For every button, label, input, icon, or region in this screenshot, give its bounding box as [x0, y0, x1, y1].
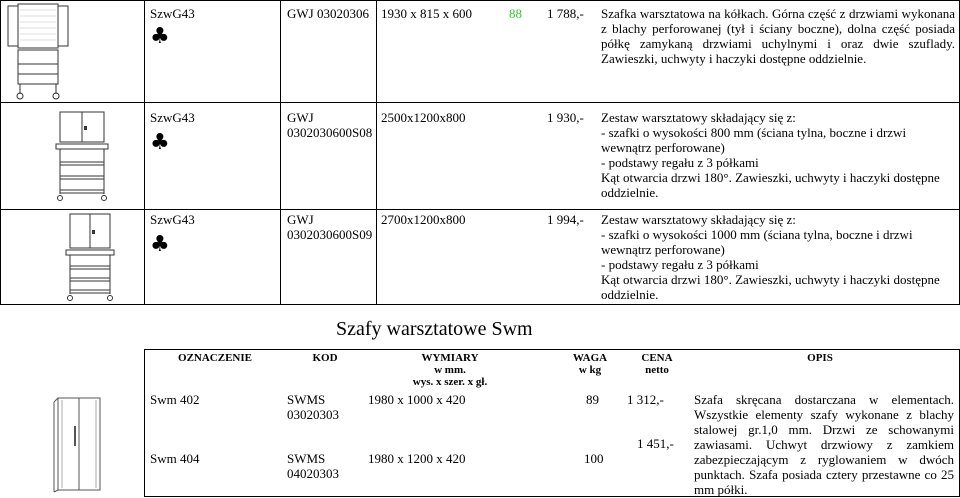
item1-kod-line2: 03020303 — [287, 407, 339, 422]
item1-price: 1 312,- — [627, 392, 664, 407]
item1-kod-line1: SWMS — [287, 392, 326, 407]
swm-description: Szafa skręcana dostarczana w elementach. Wszystkie elementy szafy wykonane z blachy stalowej gr.1,0 mm. Drzwi ze schowanymi zawiasami. Uchwyt drzwiowy z zamkiem zabezpieczającym z ryglowaniem w dwóch punktach. Szafa posiada cztery przestawne co 25 mm półki. — [694, 392, 954, 497]
row3-kod-line1: GWJ — [287, 212, 314, 227]
item2-kod-line1: SWMS — [287, 451, 326, 466]
product-image-swm-cabinet — [46, 396, 112, 494]
header-wymiary-order: wys. x szer. x gł. — [412, 376, 488, 388]
row2-dims: 2500x1200x800 — [381, 110, 466, 125]
section-title: Szafy warsztatowe Swm — [336, 318, 533, 340]
row3-dims: 2700x1200x800 — [381, 212, 466, 227]
club-icon: ♣ — [150, 130, 170, 155]
row3-kod-line2: 0302030600S09 — [287, 227, 373, 242]
row2-desc-line2: - szafki o wysokości 800 mm (ściana tylna, boczne i drzwi wewnątrz perforowane) — [601, 125, 907, 155]
product-image-workstation-2 — [60, 212, 118, 302]
item1-weight: 89 — [586, 392, 599, 407]
row1-kod: GWJ 03020306 — [287, 6, 369, 21]
item1-dims: 1980 x 1000 x 420 — [368, 392, 466, 407]
header-waga: WAGA — [572, 352, 608, 364]
row1-dims: 1930 x 815 x 600 — [381, 6, 472, 21]
row3-price: 1 994,- — [547, 212, 584, 227]
item2-name: Swm 404 — [150, 451, 200, 466]
row1-weight: 88 — [509, 6, 522, 21]
product-image-cabinet-1 — [6, 2, 70, 100]
header-wymiary-unit: w mm. — [434, 364, 466, 376]
club-icon: ♣ — [150, 232, 170, 257]
club-icon: ♣ — [150, 24, 170, 49]
row2-kod-line1: GWJ — [287, 110, 314, 125]
row1-code: SzwG43 — [150, 6, 195, 21]
item2-dims: 1980 x 1200 x 420 — [368, 451, 466, 466]
header-cena-netto: netto — [645, 364, 669, 376]
item2-price: 1 451,- — [637, 436, 674, 451]
header-cena: CENA — [641, 352, 673, 364]
row1-description: Szafka warsztatowa na kółkach. Górna część z drzwiami wykonana z blachy perforowanej (tył i ściany boczne), dolna część posiada półkę zamykaną drzwiami uchylnymi i oraz dwie szuflady. Zawieszki, uchwyty i haczyki dostępne oddzielnie. — [601, 6, 955, 66]
product-image-workstation-1 — [50, 108, 110, 204]
row2-code: SzwG43 — [150, 110, 195, 125]
header-oznaczenie: OZNACZENIE — [178, 352, 252, 364]
row2-price: 1 930,- — [547, 110, 584, 125]
row3-desc-line2: - szafki o wysokości 1000 mm (ściana tylna, boczne i drzwi wewnątrz perforowane) — [601, 227, 913, 257]
row2-desc-line3: - podstawy regału z 3 półkami — [601, 155, 759, 170]
row2-desc-line4: Kąt otwarcia drzwi 180°. Zawieszki, uchwyty i haczyki dostępne oddzielnie. — [601, 170, 940, 200]
item2-weight: 100 — [584, 451, 604, 466]
item2-kod-line2: 04020303 — [287, 466, 339, 481]
row1-price: 1 788,- — [547, 6, 584, 21]
row3-code: SzwG43 — [150, 212, 195, 227]
header-waga-unit: w kg — [578, 364, 602, 376]
item1-name: Swm 402 — [150, 392, 200, 407]
row3-desc-line4: Kąt otwarcia drzwi 180°. Zawieszki, uchwyty i haczyki dostępne oddzielnie. — [601, 272, 940, 302]
header-opis: OPIS — [807, 352, 833, 364]
header-kod: KOD — [312, 352, 338, 364]
header-wymiary: WYMIARY — [421, 352, 479, 364]
row2-kod-line2: 0302030600S08 — [287, 125, 373, 140]
row3-desc-line3: - podstawy regału z 3 półkami — [601, 257, 759, 272]
row3-desc-line1: Zestaw warsztatowy składający się z: — [601, 212, 796, 227]
row2-desc-line1: Zestaw warsztatowy składający się z: — [601, 110, 796, 125]
